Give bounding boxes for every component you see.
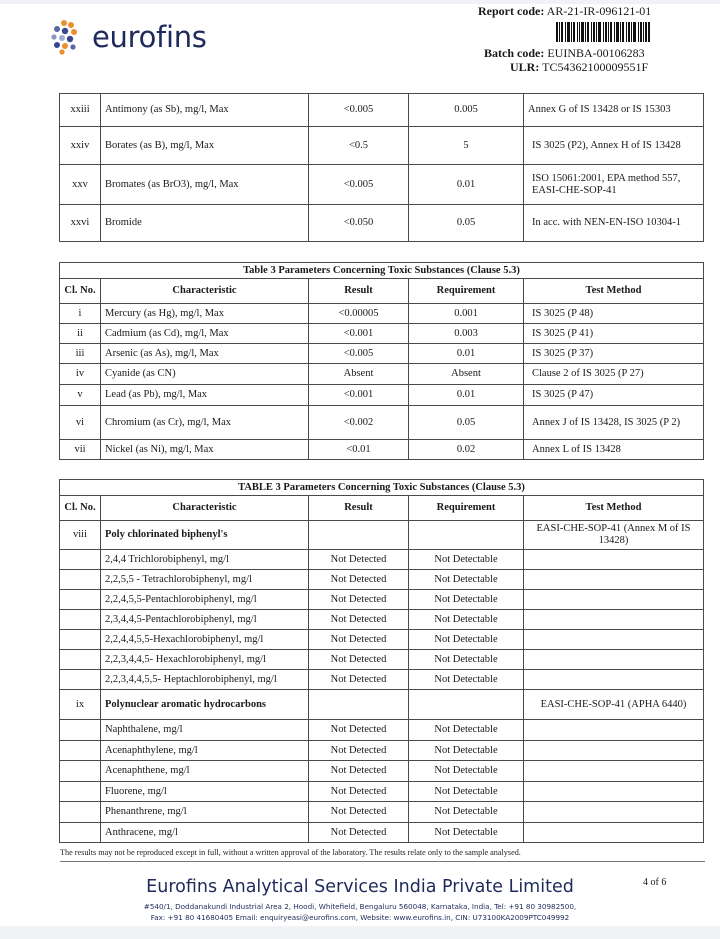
test-method [524, 741, 704, 761]
batch-code-value: EUINBA-00106283 [547, 46, 645, 60]
requirement: 0.005 [409, 94, 524, 127]
cl-no: vi [60, 406, 101, 440]
result: Not Detected [309, 741, 409, 761]
table-row [60, 670, 704, 690]
cl-no [60, 782, 101, 802]
requirement: 0.01 [409, 385, 524, 406]
test-method: IS 3025 (P 48) [524, 304, 704, 324]
requirement [409, 690, 524, 720]
characteristic: Naphthalene, mg/l [101, 720, 309, 741]
test-method: Annex G of IS 13428 or IS 15303 [524, 94, 704, 127]
cl-no: viii [60, 521, 101, 550]
table-row [60, 385, 704, 406]
batch-code [484, 46, 645, 61]
characteristic: Acenaphthene, mg/l [101, 761, 309, 782]
requirement: 5 [409, 127, 524, 165]
disclaimer-text: The results may not be reproduced except in full, without a written approval of the laboratory. The results relate only to the sample analysed. [60, 848, 521, 857]
cl-no [60, 570, 101, 590]
cl-no [60, 802, 101, 823]
test-method [524, 823, 704, 843]
table-row [60, 823, 704, 843]
characteristic: Anthracene, mg/l [101, 823, 309, 843]
result: Not Detected [309, 720, 409, 741]
table-row [60, 802, 704, 823]
table-row [60, 741, 704, 761]
result: Not Detected [309, 650, 409, 670]
requirement: Not Detectable [409, 761, 524, 782]
report-code [478, 4, 651, 19]
cl-no [60, 670, 101, 690]
group-row-pcb [60, 521, 704, 550]
table-title: Table 3 Parameters Concerning Toxic Substances (Clause 5.3) [60, 263, 704, 279]
table-row [60, 165, 704, 205]
cl-no: xxiii [60, 94, 101, 127]
cl-no [60, 630, 101, 650]
header-test-method: Test Method [524, 496, 704, 521]
result [309, 521, 409, 550]
result: Not Detected [309, 761, 409, 782]
report-code-label: Report code: [478, 4, 545, 18]
test-method: EASI-CHE-SOP-41 (APHA 6440) [524, 690, 704, 720]
result: Not Detected [309, 670, 409, 690]
characteristic: 2,4,4 Trichlorobiphenyl, mg/l [101, 550, 309, 570]
table-header-row [60, 496, 704, 521]
characteristic: 2,2,4,4,5,5-Hexachlorobiphenyl, mg/l [101, 630, 309, 650]
characteristic: Fluorene, mg/l [101, 782, 309, 802]
test-method [524, 550, 704, 570]
table-title: TABLE 3 Parameters Concerning Toxic Substances (Clause 5.3) [60, 480, 704, 496]
result: Not Detected [309, 570, 409, 590]
test-method [524, 782, 704, 802]
characteristic: 2,2,3,4,4,5- Hexachlorobiphenyl, mg/l [101, 650, 309, 670]
cl-no: iv [60, 364, 101, 385]
characteristic: Antimony (as Sb), mg/l, Max [101, 94, 309, 127]
footer-address-line-1: #540/1, Doddanakundi Industrial Area 2, Hoodi, Whitefield, Bengaluru 560048, Karnataka, India, Tel: +91 80 30982500, [143, 902, 577, 911]
bottom-band [0, 926, 720, 939]
table-row [60, 304, 704, 324]
result: Not Detected [309, 610, 409, 630]
table-row [60, 782, 704, 802]
requirement: Not Detectable [409, 802, 524, 823]
header-requirement: Requirement [409, 279, 524, 304]
test-method: IS 3025 (P2), Annex H of IS 13428 [524, 127, 704, 165]
table-toxic-substances-1 [59, 262, 704, 460]
table-row [60, 550, 704, 570]
characteristic: Chromium (as Cr), mg/l, Max [101, 406, 309, 440]
cl-no: ii [60, 324, 101, 344]
test-method [524, 720, 704, 741]
characteristic: Phenanthrene, mg/l [101, 802, 309, 823]
result: Absent [309, 364, 409, 385]
requirement: Not Detectable [409, 590, 524, 610]
characteristic: Arsenic (as As), mg/l, Max [101, 344, 309, 364]
requirement: Not Detectable [409, 650, 524, 670]
result: <0.00005 [309, 304, 409, 324]
group-name: Poly chlorinated biphenyl's [101, 521, 309, 550]
table-row [60, 630, 704, 650]
result: Not Detected [309, 630, 409, 650]
result: Not Detected [309, 823, 409, 843]
table-row [60, 344, 704, 364]
requirement: 0.001 [409, 304, 524, 324]
characteristic: Cadmium (as Cd), mg/l, Max [101, 324, 309, 344]
table-row [60, 761, 704, 782]
table-row [60, 610, 704, 630]
table-title-row [60, 480, 704, 496]
header-result: Result [309, 279, 409, 304]
barcode-icon [556, 22, 650, 42]
requirement: Not Detectable [409, 610, 524, 630]
test-method [524, 570, 704, 590]
test-method [524, 670, 704, 690]
cl-no: xxv [60, 165, 101, 205]
characteristic: 2,2,5,5 - Tetrachlorobiphenyl, mg/l [101, 570, 309, 590]
table-toxic-substances-2 [59, 479, 704, 843]
requirement: 0.05 [409, 406, 524, 440]
requirement: 0.003 [409, 324, 524, 344]
characteristic: Cyanide (as CN) [101, 364, 309, 385]
ulr-code [510, 60, 648, 75]
test-method: IS 3025 (P 41) [524, 324, 704, 344]
test-method: Annex L of IS 13428 [524, 440, 704, 460]
group-name: Polynuclear aromatic hydrocarbons [101, 690, 309, 720]
table-row [60, 720, 704, 741]
requirement: Not Detectable [409, 720, 524, 741]
result: <0.005 [309, 165, 409, 205]
result: <0.001 [309, 324, 409, 344]
table-row [60, 440, 704, 460]
result: <0.050 [309, 205, 409, 242]
table-row [60, 94, 704, 127]
requirement: 0.01 [409, 344, 524, 364]
result: <0.005 [309, 94, 409, 127]
characteristic: 2,3,4,4,5-Pentachlorobiphenyl, mg/l [101, 610, 309, 630]
test-method [524, 590, 704, 610]
cl-no: vii [60, 440, 101, 460]
eurofins-logo [50, 14, 207, 60]
table-title-row [60, 263, 704, 279]
test-method [524, 761, 704, 782]
cl-no [60, 823, 101, 843]
result: <0.002 [309, 406, 409, 440]
requirement: Not Detectable [409, 570, 524, 590]
requirement: Not Detectable [409, 630, 524, 650]
result: <0.001 [309, 385, 409, 406]
table-row [60, 570, 704, 590]
table-row [60, 650, 704, 670]
cl-no [60, 720, 101, 741]
header-requirement: Requirement [409, 496, 524, 521]
characteristic: Bromates (as BrO3), mg/l, Max [101, 165, 309, 205]
ulr-label: ULR: [510, 60, 540, 74]
requirement: Not Detectable [409, 741, 524, 761]
test-method: Clause 2 of IS 3025 (P 27) [524, 364, 704, 385]
requirement: Not Detectable [409, 823, 524, 843]
test-method: Annex J of IS 13428, IS 3025 (P 2) [524, 406, 704, 440]
characteristic: Nickel (as Ni), mg/l, Max [101, 440, 309, 460]
footer-company-name: Eurofins Analytical Services India Private Limited [146, 877, 574, 897]
result: <0.01 [309, 440, 409, 460]
report-code-value: AR-21-IR-096121-01 [546, 4, 652, 18]
test-method [524, 650, 704, 670]
header-cl-no: Cl. No. [60, 279, 101, 304]
characteristic: Borates (as B), mg/l, Max [101, 127, 309, 165]
cl-no [60, 610, 101, 630]
characteristic: Bromide [101, 205, 309, 242]
test-method [524, 610, 704, 630]
cl-no: iii [60, 344, 101, 364]
footer-divider [60, 861, 705, 862]
result: Not Detected [309, 782, 409, 802]
logo-wordmark: eurofins [92, 20, 207, 54]
cl-no: xxvi [60, 205, 101, 242]
header-test-method: Test Method [524, 279, 704, 304]
cl-no: xxiv [60, 127, 101, 165]
footer-address-line-2: Fax: +91 80 41680405 Email: enquiryeasi@eurofins.com, Website: www.eurofins.in, CIN: U73100KA2009PTC049992 [150, 913, 570, 922]
result: <0.005 [309, 344, 409, 364]
test-method [524, 630, 704, 650]
table-row [60, 324, 704, 344]
test-method: IS 3025 (P 37) [524, 344, 704, 364]
requirement: Not Detectable [409, 670, 524, 690]
requirement: 0.02 [409, 440, 524, 460]
requirement: Absent [409, 364, 524, 385]
characteristic: 2,2,4,5,5-Pentachlorobiphenyl, mg/l [101, 590, 309, 610]
cl-no: i [60, 304, 101, 324]
page-number: 4 of 6 [643, 877, 667, 888]
result: Not Detected [309, 550, 409, 570]
requirement [409, 521, 524, 550]
table-continued [59, 93, 704, 242]
ulr-value: TC54362100009551F [542, 60, 649, 74]
result: <0.5 [309, 127, 409, 165]
result: Not Detected [309, 590, 409, 610]
test-method: In acc. with NEN-EN-ISO 10304-1 [524, 205, 704, 242]
test-method: ISO 15061:2001, EPA method 557, EASI-CHE-SOP-41 [524, 165, 704, 205]
table-row [60, 406, 704, 440]
cl-no [60, 550, 101, 570]
table-row [60, 205, 704, 242]
cl-no: ix [60, 690, 101, 720]
cl-no [60, 590, 101, 610]
characteristic: Acenaphthylene, mg/l [101, 741, 309, 761]
requirement: 0.01 [409, 165, 524, 205]
result [309, 690, 409, 720]
group-row-pah [60, 690, 704, 720]
table-row [60, 590, 704, 610]
test-method [524, 802, 704, 823]
eurofins-dots-icon [50, 19, 86, 55]
characteristic: Lead (as Pb), mg/l, Max [101, 385, 309, 406]
header-cl-no: Cl. No. [60, 496, 101, 521]
batch-code-label: Batch code: [484, 46, 545, 60]
requirement: 0.05 [409, 205, 524, 242]
cl-no [60, 650, 101, 670]
header-result: Result [309, 496, 409, 521]
table-header-row [60, 279, 704, 304]
cl-no [60, 741, 101, 761]
result: Not Detected [309, 802, 409, 823]
header-characteristic: Characteristic [101, 279, 309, 304]
requirement: Not Detectable [409, 550, 524, 570]
header-characteristic: Characteristic [101, 496, 309, 521]
table-row [60, 127, 704, 165]
characteristic: Mercury (as Hg), mg/l, Max [101, 304, 309, 324]
table-row [60, 364, 704, 385]
test-method: IS 3025 (P 47) [524, 385, 704, 406]
cl-no: v [60, 385, 101, 406]
characteristic: 2,2,3,4,4,5,5- Heptachlorobiphenyl, mg/l [101, 670, 309, 690]
requirement: Not Detectable [409, 782, 524, 802]
test-method: EASI-CHE-SOP-41 (Annex M of IS 13428) [524, 521, 704, 550]
cl-no [60, 761, 101, 782]
